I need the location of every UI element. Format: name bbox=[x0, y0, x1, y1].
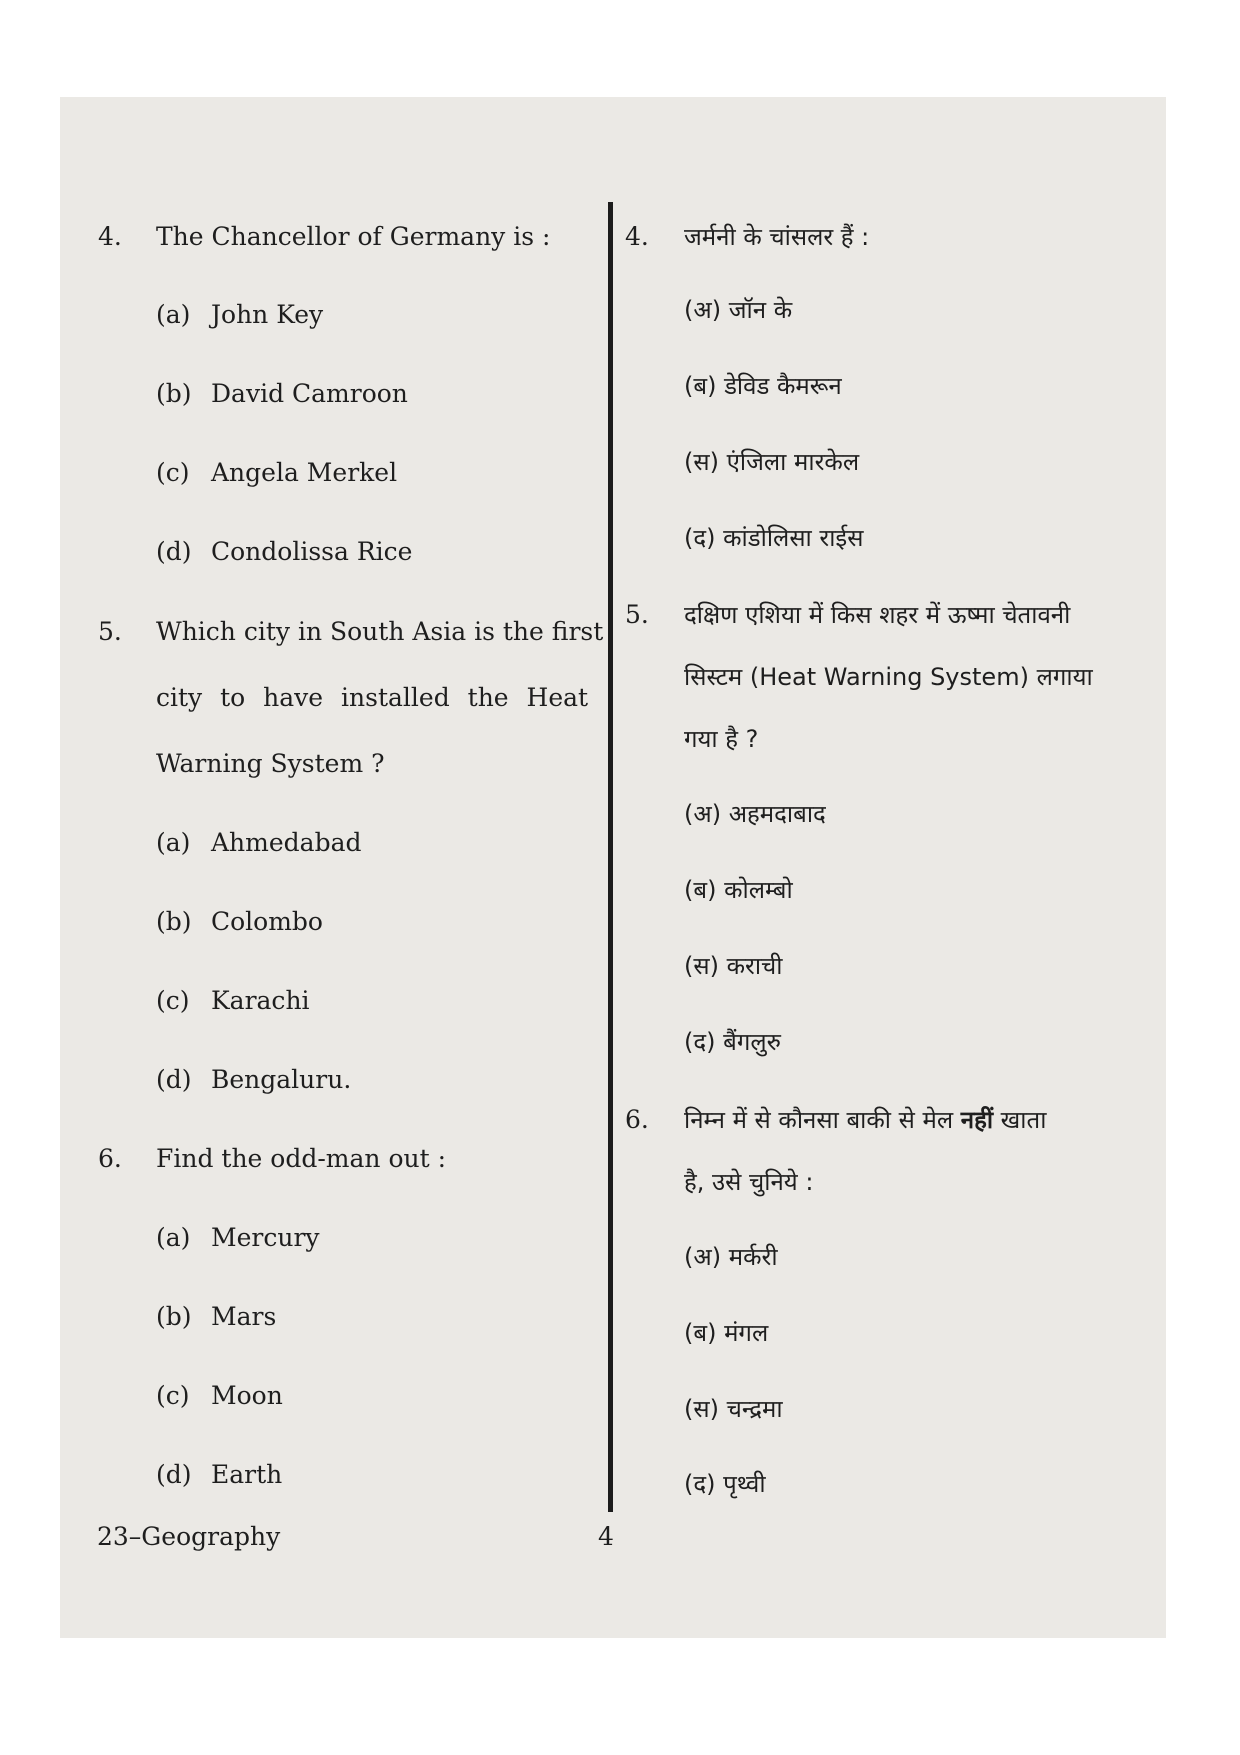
option-c bbox=[156, 984, 310, 1018]
option-key: (b) bbox=[156, 907, 192, 936]
option-key: (a) bbox=[156, 300, 191, 329]
option-text: Earth bbox=[211, 1460, 283, 1489]
question-number: 6. bbox=[98, 1144, 122, 1173]
question-text-part: निम्न में से कौनसा बाकी से मेल bbox=[684, 1106, 961, 1134]
option-b bbox=[684, 873, 793, 907]
question-number: 5. bbox=[625, 600, 649, 629]
question-text-line-1: दक्षिण एशिया में किस शहर में ऊष्मा चेतावनी bbox=[684, 601, 1071, 629]
question-text-line-1 bbox=[684, 1103, 1046, 1137]
option-b bbox=[156, 377, 408, 411]
option-text: Mars bbox=[211, 1302, 277, 1331]
option-key: (द) bbox=[684, 524, 716, 552]
option-b bbox=[684, 1316, 768, 1350]
option-text: Colombo bbox=[211, 907, 323, 936]
question-text-line-1: Which city in South Asia is the first bbox=[156, 617, 604, 646]
option-text: Ahmedabad bbox=[211, 828, 362, 857]
option-a bbox=[156, 826, 361, 860]
option-key: (अ) bbox=[684, 1243, 722, 1271]
option-c bbox=[684, 445, 859, 479]
column-divider bbox=[608, 202, 613, 1512]
question-number: 4. bbox=[98, 222, 122, 251]
page-number: 4 bbox=[598, 1522, 614, 1551]
option-key: (स) bbox=[684, 952, 719, 980]
option-text: चन्द्रमा bbox=[726, 1395, 783, 1423]
option-key: (द) bbox=[684, 1028, 716, 1056]
option-key: (c) bbox=[156, 458, 190, 487]
question-text-line-3: Warning System ? bbox=[156, 749, 385, 778]
option-a bbox=[684, 1240, 778, 1274]
option-text: बैंगलुरु bbox=[723, 1028, 781, 1056]
question-text: जर्मनी के चांसलर हैं : bbox=[684, 223, 870, 251]
option-a bbox=[156, 298, 323, 332]
option-text: John Key bbox=[211, 300, 324, 329]
option-key: (अ) bbox=[684, 800, 722, 828]
option-a bbox=[156, 1221, 320, 1255]
option-text: डेविड कैमरून bbox=[724, 372, 842, 400]
option-key: (d) bbox=[156, 537, 192, 566]
option-text: पृथ्वी bbox=[723, 1470, 766, 1498]
option-key: (स) bbox=[684, 448, 719, 476]
option-d bbox=[684, 1025, 781, 1059]
option-text: मंगल bbox=[724, 1319, 769, 1347]
footer-subject: 23–Geography bbox=[97, 1522, 281, 1551]
option-text: कराची bbox=[726, 952, 783, 980]
question-text: The Chancellor of Germany is : bbox=[156, 222, 551, 251]
question-number: 5. bbox=[98, 617, 122, 646]
option-text: Angela Merkel bbox=[211, 458, 398, 487]
option-b bbox=[684, 369, 842, 403]
option-text: David Camroon bbox=[211, 379, 408, 408]
option-text: जॉन के bbox=[728, 296, 793, 324]
option-key: (c) bbox=[156, 1381, 190, 1410]
option-b bbox=[156, 1300, 276, 1334]
option-key: (ब) bbox=[684, 876, 717, 904]
option-key: (d) bbox=[156, 1065, 192, 1094]
option-d bbox=[156, 1063, 351, 1097]
option-b bbox=[156, 905, 323, 939]
question-number: 4. bbox=[625, 222, 649, 251]
question-text-line-3: गया है ? bbox=[684, 725, 759, 753]
option-d bbox=[684, 1467, 766, 1501]
question-number: 6. bbox=[625, 1105, 649, 1134]
option-key: (d) bbox=[156, 1460, 192, 1489]
question-text-part: खाता bbox=[993, 1106, 1047, 1134]
option-key: (अ) bbox=[684, 296, 722, 324]
question-text-line-2: सिस्टम (Heat Warning System) लगाया bbox=[684, 663, 1093, 691]
option-text: Condolissa Rice bbox=[211, 537, 413, 566]
option-text: कोलम्बो bbox=[724, 876, 793, 904]
option-text: Bengaluru. bbox=[211, 1065, 352, 1094]
option-text: मर्करी bbox=[728, 1243, 778, 1271]
question-text-line-2: है, उसे चुनिये : bbox=[684, 1168, 814, 1196]
option-key: (b) bbox=[156, 1302, 192, 1331]
option-c bbox=[156, 456, 397, 490]
question-text: Find the odd-man out : bbox=[156, 1144, 447, 1173]
option-key: (b) bbox=[156, 379, 192, 408]
option-text: अहमदाबाद bbox=[728, 800, 826, 828]
option-text: Karachi bbox=[211, 986, 310, 1015]
option-d bbox=[684, 521, 863, 555]
option-key: (ब) bbox=[684, 1319, 717, 1347]
option-c bbox=[684, 949, 783, 983]
option-key: (a) bbox=[156, 828, 191, 857]
emphasis-not: नहीं bbox=[960, 1106, 994, 1134]
option-text: Moon bbox=[211, 1381, 283, 1410]
option-c bbox=[156, 1379, 283, 1413]
option-text: कांडोलिसा राईस bbox=[723, 524, 864, 552]
option-d bbox=[156, 1458, 282, 1492]
question-text-line-2: city to have installed the Heat bbox=[156, 683, 589, 712]
option-key: (द) bbox=[684, 1470, 716, 1498]
option-a bbox=[684, 797, 826, 831]
option-text: Mercury bbox=[211, 1223, 320, 1252]
option-key: (a) bbox=[156, 1223, 191, 1252]
option-key: (ब) bbox=[684, 372, 717, 400]
option-d bbox=[156, 535, 412, 569]
option-key: (स) bbox=[684, 1395, 719, 1423]
option-key: (c) bbox=[156, 986, 190, 1015]
option-c bbox=[684, 1392, 783, 1426]
option-a bbox=[684, 293, 792, 327]
option-text: एंजिला मारकेल bbox=[726, 448, 860, 476]
